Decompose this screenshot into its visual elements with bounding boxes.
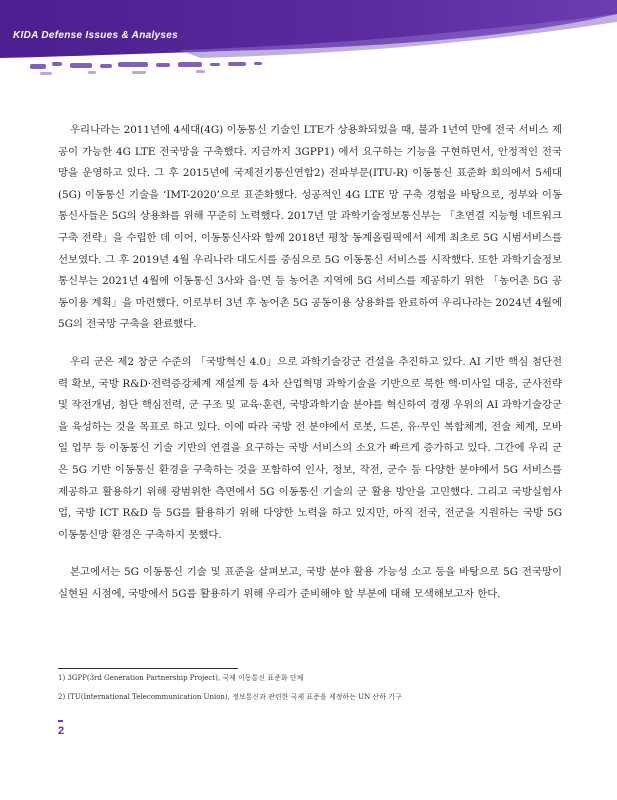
page-header [0, 0, 617, 84]
header-title: KIDA Defense Issues & Analyses [13, 30, 178, 41]
header-band-graphic [0, 0, 617, 84]
paragraph-2: 우리 군은 제2 창군 수준의 「국방혁신 4.0」으로 과학기술강군 건설을 추진하고 있다. AI 기반 핵심 첨단전력 확보, 국방 R&D·전력증강체계 재설계 등 4차 산업혁명 과학기술을 기반으로 북한 핵·미사일 대응, 군사전략 및 작전개념, 첨단 핵심전력, 군 구조 및 교육·훈련, 국방과학기술 분야를 혁신하여 경쟁 우위의 AI 과학기술강군을 육성하는 것을 목표로 하고 있다. 이에 따라 국방 전 분야에서 로봇, 드론, 유·무인 복합체계, 전술 체계, 모바일 업무 등 이동통신 기술 기반의 연결을 요구하는 국방 서비스의 소요가 빠르게 증가하고 있다. 그간에 우리 군은 5G 기반 이동통신 환경을 구축하는 것을 포함하여 인사, 정보, 작전, 군수 등 다양한 분야에서 5G 서비스를 제공하고 활용하기 위해 광범위한 측면에서 5G 이동통신 기술의 군 활용 방안을 고민했다. 그리고 국방실험사업, 국방 ICT R&D 등 5G를 활용하기 위해 다양한 노력을 하고 있지만, 아직 전국, 전군을 지원하는 국방 5G 이동통신망 환경은 구축하지 못했다. [58, 355, 562, 541]
paragraph-3: 본고에서는 5G 이동통신 기술 및 표준을 살펴보고, 국방 분야 활용 가능성 소고 등을 바탕으로 5G 전국망이 실현된 시점에, 국방에서 5G를 활용하기 위해 우리가 준비해야 할 부분에 대해 모색해보고자 한다. [58, 566, 562, 600]
footnote-2: 2) ITU(International Telecommunication Union), 정보통신과 관련한 국제 표준을 제정하는 UN 산하 기구 [58, 693, 402, 701]
page-number-marker [58, 720, 63, 722]
footnote-divider [58, 668, 238, 669]
page-number: 2 [58, 725, 65, 737]
footnote-1: 1) 3GPP(3rd Generation Partnership Project), 국제 이동통신 표준화 단체 [58, 674, 304, 682]
article-body [58, 120, 562, 621]
footnotes [58, 672, 562, 710]
paragraph-1: 우리나라는 2011년에 4세대(4G) 이동통신 기술인 LTE가 상용화되었을 때, 불과 1년여 만에 전국 서비스 제공이 가능한 4G LTE 전국망을 구축했다. 지금까지 3GPP1) 에서 요구하는 기능을 구현하면서, 안정적인 전국망을 운영하고 있다. 그 후 2015년에 국제전기통신연합2) 전파부문(ITU-R) 이동통신 표준화 회의에서 5세대(5G) 이동통신 기술을 ‘IMT-2020’으로 표준화했다. 성공적인 4G LTE 망 구축 경험을 바탕으로, 정부와 이동통신사들은 5G의 상용화를 위해 꾸준히 노력했다. 2017년 말 과학기술정보통신부는 「초연결 지능형 네트워크 구축 전략」을 수립한 데 이어, 이동통신사와 함께 2018년 평창 동계올림픽에서 세계 최초로 5G 시범서비스를 선보였다. 그 후 2019년 4월 우리나라 대도시를 중심으로 5G 이동통신 서비스를 시작했다. 또한 과학기술정보통신부는 2021년 4월에 이동통신 3사와 읍·면 등 농어촌 지역에 5G 서비스를 제공하기 위한 「농어촌 5G 공동이용 계획」을 마련했다. 이로부터 3년 후 농어촌 5G 공동이용 상용화를 완료하여 우리나라는 2024년 4월에 5G의 전국망 구축을 완료했다. [58, 124, 562, 331]
